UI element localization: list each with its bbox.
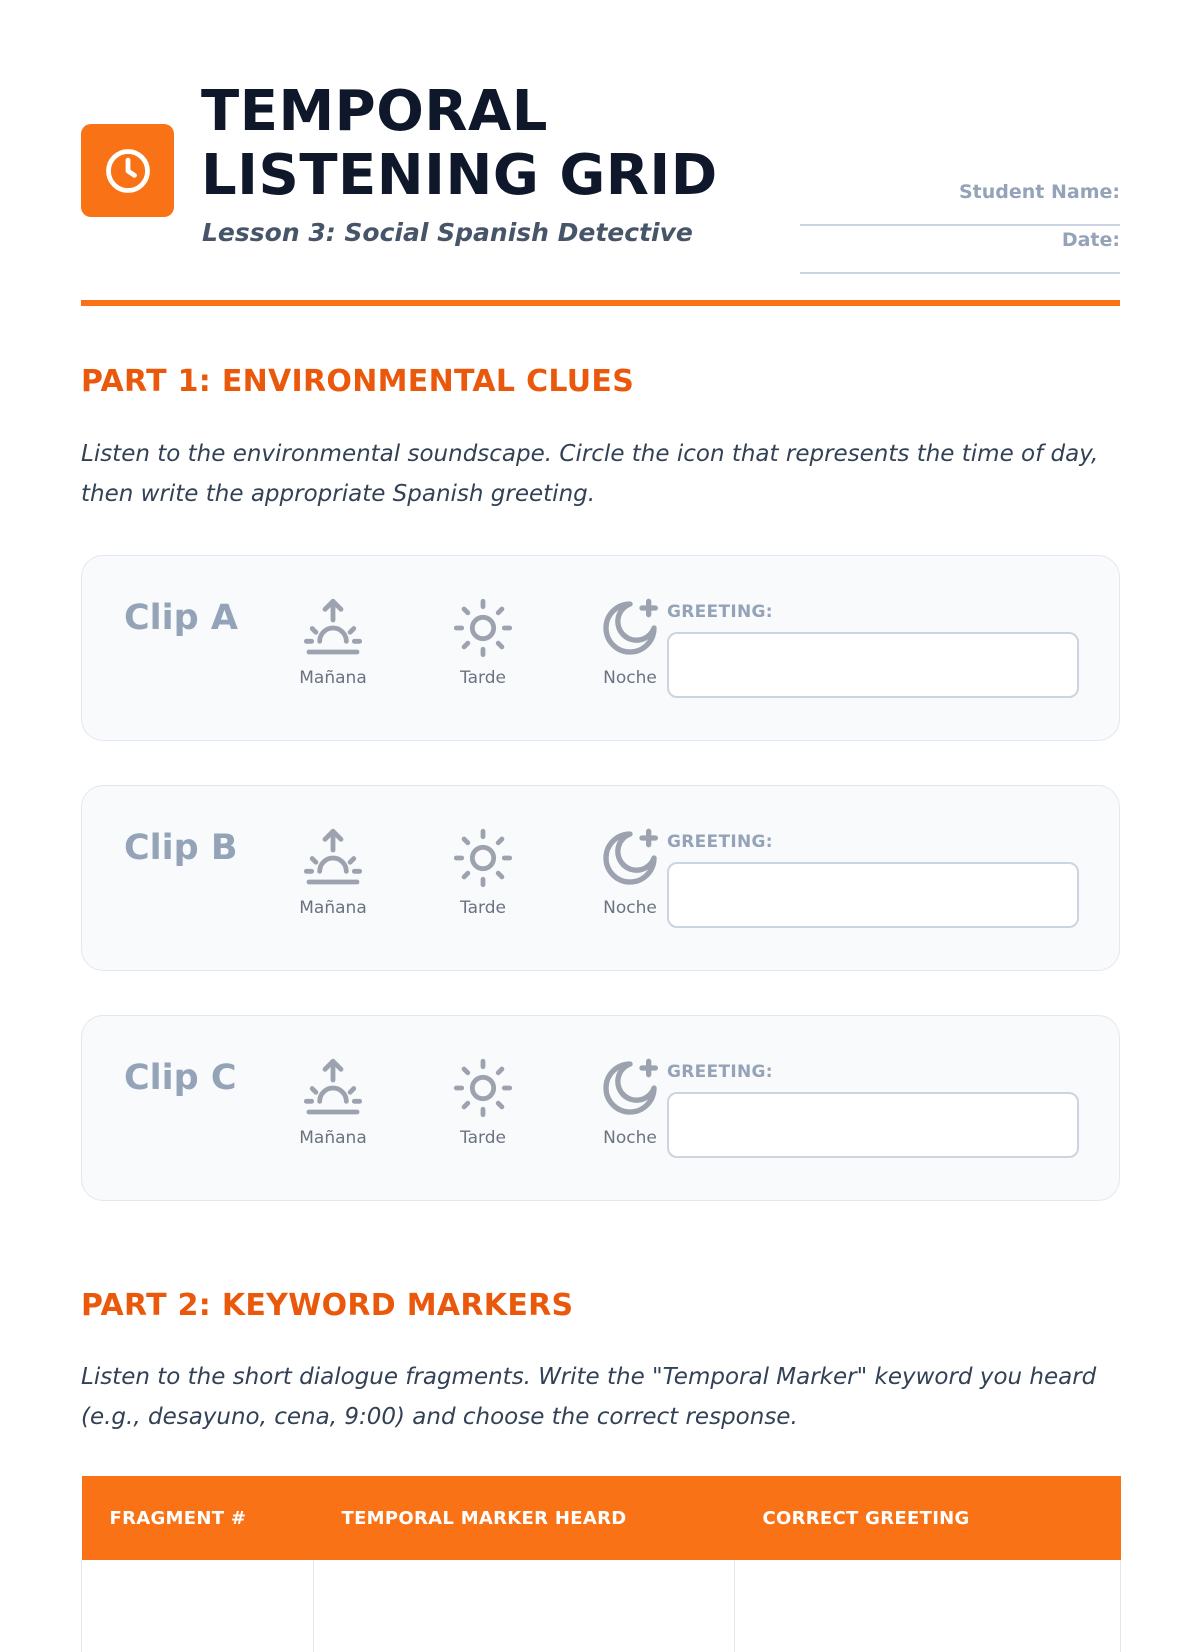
clip-label: Clip C [124, 1058, 237, 1098]
greeting-input[interactable] [667, 862, 1079, 928]
option-afternoon-label: Tarde [460, 898, 506, 918]
option-afternoon-label: Tarde [460, 668, 506, 688]
column-correct-greeting: CORRECT GREETING [735, 1476, 1121, 1560]
logo-badge [81, 124, 174, 217]
date-label: Date: [1061, 229, 1120, 251]
greeting-label: GREETING: [667, 1062, 773, 1082]
sunrise-icon [301, 826, 365, 890]
clip-label: Clip B [124, 828, 238, 868]
temporal-marker-cell[interactable] [314, 1560, 735, 1652]
option-morning-label: Mañana [299, 668, 367, 688]
sunrise-icon [301, 596, 365, 660]
page-title: TEMPORAL LISTENING GRID [201, 79, 718, 208]
part1-title: PART 1: ENVIRONMENTAL CLUES [81, 364, 635, 399]
keyword-table [81, 1476, 1121, 1652]
sunrise-icon [301, 1056, 365, 1120]
column-fragment: FRAGMENT # [82, 1476, 314, 1560]
greeting-input[interactable] [667, 1092, 1079, 1158]
part2-instructions: Listen to the short dialogue fragments. Write the "Temporal Marker" keyword you heard (e.g., desayuno, cena, 9:00) and choose the correct response. [81, 1364, 1097, 1430]
greeting-label: GREETING: [667, 602, 773, 622]
greeting-input[interactable] [667, 632, 1079, 698]
option-afternoon[interactable] [428, 826, 538, 918]
option-morning[interactable] [278, 1056, 388, 1148]
option-morning[interactable] [278, 596, 388, 688]
student-name-label: Student Name: [958, 181, 1120, 203]
student-meta [800, 178, 1120, 274]
sun-icon [451, 596, 515, 660]
worksheet-header [81, 80, 1120, 270]
moon-star-icon [598, 596, 662, 660]
moon-star-icon [598, 1056, 662, 1120]
fragment-cell[interactable] [82, 1560, 314, 1652]
table-header-row [82, 1476, 1121, 1560]
option-night-label: Noche [603, 668, 657, 688]
option-afternoon-label: Tarde [460, 1128, 506, 1148]
clip-card-a [81, 555, 1120, 741]
correct-greeting-cell[interactable] [735, 1560, 1121, 1652]
sun-icon [451, 1056, 515, 1120]
student-name-field[interactable] [800, 178, 1120, 226]
clock-icon [102, 145, 154, 197]
option-afternoon[interactable] [428, 1056, 538, 1148]
option-night-label: Noche [603, 898, 657, 918]
clip-label: Clip A [124, 598, 239, 638]
part1-instructions: Listen to the environmental soundscape. Circle the icon that represents the time of day, then write the appropriate Spanish greeting. [81, 441, 1099, 507]
clip-card-c [81, 1015, 1120, 1201]
column-temporal-marker: TEMPORAL MARKER HEARD [314, 1476, 735, 1560]
date-field[interactable] [800, 226, 1120, 274]
option-morning[interactable] [278, 826, 388, 918]
header-divider [81, 300, 1120, 306]
option-afternoon[interactable] [428, 596, 538, 688]
moon-star-icon [598, 826, 662, 890]
option-night-label: Noche [603, 1128, 657, 1148]
part2-title: PART 2: KEYWORD MARKERS [81, 1288, 574, 1323]
page-subtitle: Lesson 3: Social Spanish Detective [202, 218, 693, 247]
table-row [82, 1560, 1121, 1652]
worksheet-page [81, 0, 1120, 1600]
option-morning-label: Mañana [299, 898, 367, 918]
clip-card-b [81, 785, 1120, 971]
sun-icon [451, 826, 515, 890]
option-morning-label: Mañana [299, 1128, 367, 1148]
greeting-label: GREETING: [667, 832, 773, 852]
